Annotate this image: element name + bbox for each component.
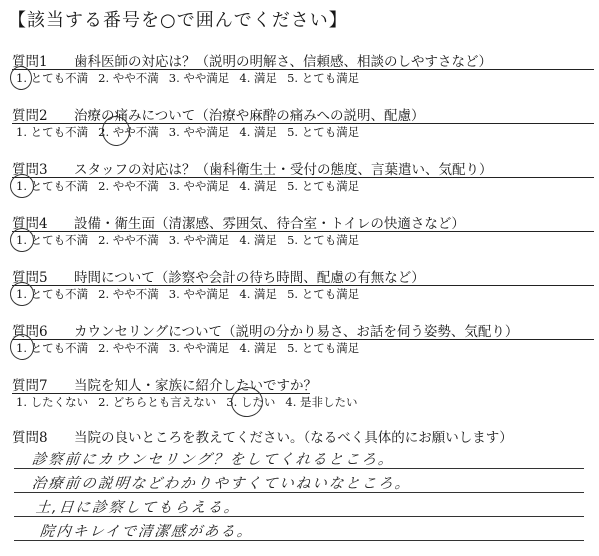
question-5 xyxy=(12,266,596,301)
question-number: 質問1 xyxy=(12,54,48,70)
option-1[interactable]: 1. とても不満 xyxy=(16,233,89,247)
option-2[interactable]: 2. やや不満 xyxy=(98,179,159,193)
answer-options xyxy=(16,70,369,86)
question-text: 治療の痛みについて（治療や麻酔の痛みへの説明、配慮） xyxy=(74,108,425,124)
answer-options xyxy=(16,232,369,248)
question-text: 歯科医師の対応は？（説明の明解さ、信頼感、相談のしやすさなど） xyxy=(74,54,492,70)
question-number: 質問7 xyxy=(12,378,48,394)
option-4[interactable]: 4. 満足 xyxy=(239,287,278,301)
option-1[interactable]: 1. とても不満 xyxy=(16,71,89,85)
option-2[interactable]: 2. やや不満 xyxy=(98,233,159,247)
option-4[interactable]: 4. 満足 xyxy=(239,341,278,355)
option-4[interactable]: 4. 是非したい xyxy=(285,395,358,409)
question-text: スタッフの対応は？（歯科衛生士・受付の態度、言葉遣い、気配り） xyxy=(74,162,493,178)
option-4[interactable]: 4. 満足 xyxy=(239,125,278,139)
answer-options xyxy=(16,340,369,356)
handwritten-line-2: 治療前の説明などわかりやすくていねいなところ。 xyxy=(31,476,413,492)
option-2[interactable]: 2. やや不満 xyxy=(98,341,159,355)
option-4[interactable]: 4. 満足 xyxy=(239,233,278,247)
option-3[interactable]: 3. やや満足 xyxy=(168,71,230,85)
option-2[interactable]: 2. やや不満 xyxy=(98,287,159,301)
option-5[interactable]: 5. とても満足 xyxy=(287,125,360,139)
option-2[interactable]: 2. どちらとも言えない xyxy=(98,395,217,409)
option-5[interactable]: 5. とても満足 xyxy=(287,287,360,301)
answer-options xyxy=(16,394,368,410)
option-2[interactable]: 2. やや不満 xyxy=(98,71,159,85)
option-3[interactable]: 3. やや満足 xyxy=(168,233,230,247)
option-1[interactable]: 1. とても不満 xyxy=(16,125,89,139)
option-5[interactable]: 5. とても満足 xyxy=(287,179,360,193)
question-3 xyxy=(12,158,596,193)
question-7 xyxy=(12,374,596,409)
option-2[interactable]: 2. やや不満 xyxy=(98,125,159,139)
option-5[interactable]: 5. とても満足 xyxy=(287,71,360,85)
option-3[interactable]: 3. やや満足 xyxy=(168,341,230,355)
option-3[interactable]: 3. やや満足 xyxy=(168,125,230,139)
handwritten-line-1: 診察前にカウンセリング？をしてくれるところ。 xyxy=(31,452,396,468)
form-title: 【該当する番号を○で囲んでください】 xyxy=(8,10,348,31)
option-1[interactable]: 1. したくない xyxy=(16,395,89,409)
question-number: 質問3 xyxy=(12,162,48,178)
question-2 xyxy=(12,104,596,139)
question-text: 当院を知人・家族に紹介したいですか？ xyxy=(74,378,317,394)
question-number: 質問4 xyxy=(12,216,48,232)
option-4[interactable]: 4. 満足 xyxy=(239,71,278,85)
option-3[interactable]: 3. やや満足 xyxy=(168,287,230,301)
option-1[interactable]: 1. とても不満 xyxy=(16,179,89,193)
option-5[interactable]: 5. とても満足 xyxy=(287,341,360,355)
answer-options xyxy=(16,178,369,194)
question-4 xyxy=(12,212,596,247)
question-number: 質問5 xyxy=(12,270,48,286)
handwritten-line-3: 土,日に診察してもらえる。 xyxy=(35,500,242,516)
handwritten-line-4: 院内キレイで清潔感がある。 xyxy=(39,524,255,540)
question-number: 質問6 xyxy=(12,324,48,340)
question-6 xyxy=(12,320,596,355)
question-text: 当院の良いところを教えてください。（なるべく具体的にお願いします） xyxy=(74,430,513,446)
option-1[interactable]: 1. とても不満 xyxy=(16,341,89,355)
answer-options xyxy=(16,286,369,302)
question-number: 質問8 xyxy=(12,430,48,446)
question-text: 時間について（診察や会計の待ち時間、配慮の有無など） xyxy=(74,270,425,286)
answer-options xyxy=(16,124,369,140)
question-number: 質問2 xyxy=(12,108,48,124)
option-4[interactable]: 4. 満足 xyxy=(239,179,278,193)
option-3[interactable]: 3. したい xyxy=(226,395,276,409)
option-3[interactable]: 3. やや満足 xyxy=(168,179,230,193)
option-1[interactable]: 1. とても不満 xyxy=(16,287,89,301)
question-text: カウンセリングについて（説明の分かり易さ、お話を伺う姿勢、気配り） xyxy=(74,324,519,340)
question-text: 設備・衛生面（清潔感、雰囲気、待合室・トイレの快適さなど） xyxy=(74,216,465,232)
question-1 xyxy=(12,50,596,85)
question-8 xyxy=(12,426,596,446)
option-5[interactable]: 5. とても満足 xyxy=(287,233,360,247)
